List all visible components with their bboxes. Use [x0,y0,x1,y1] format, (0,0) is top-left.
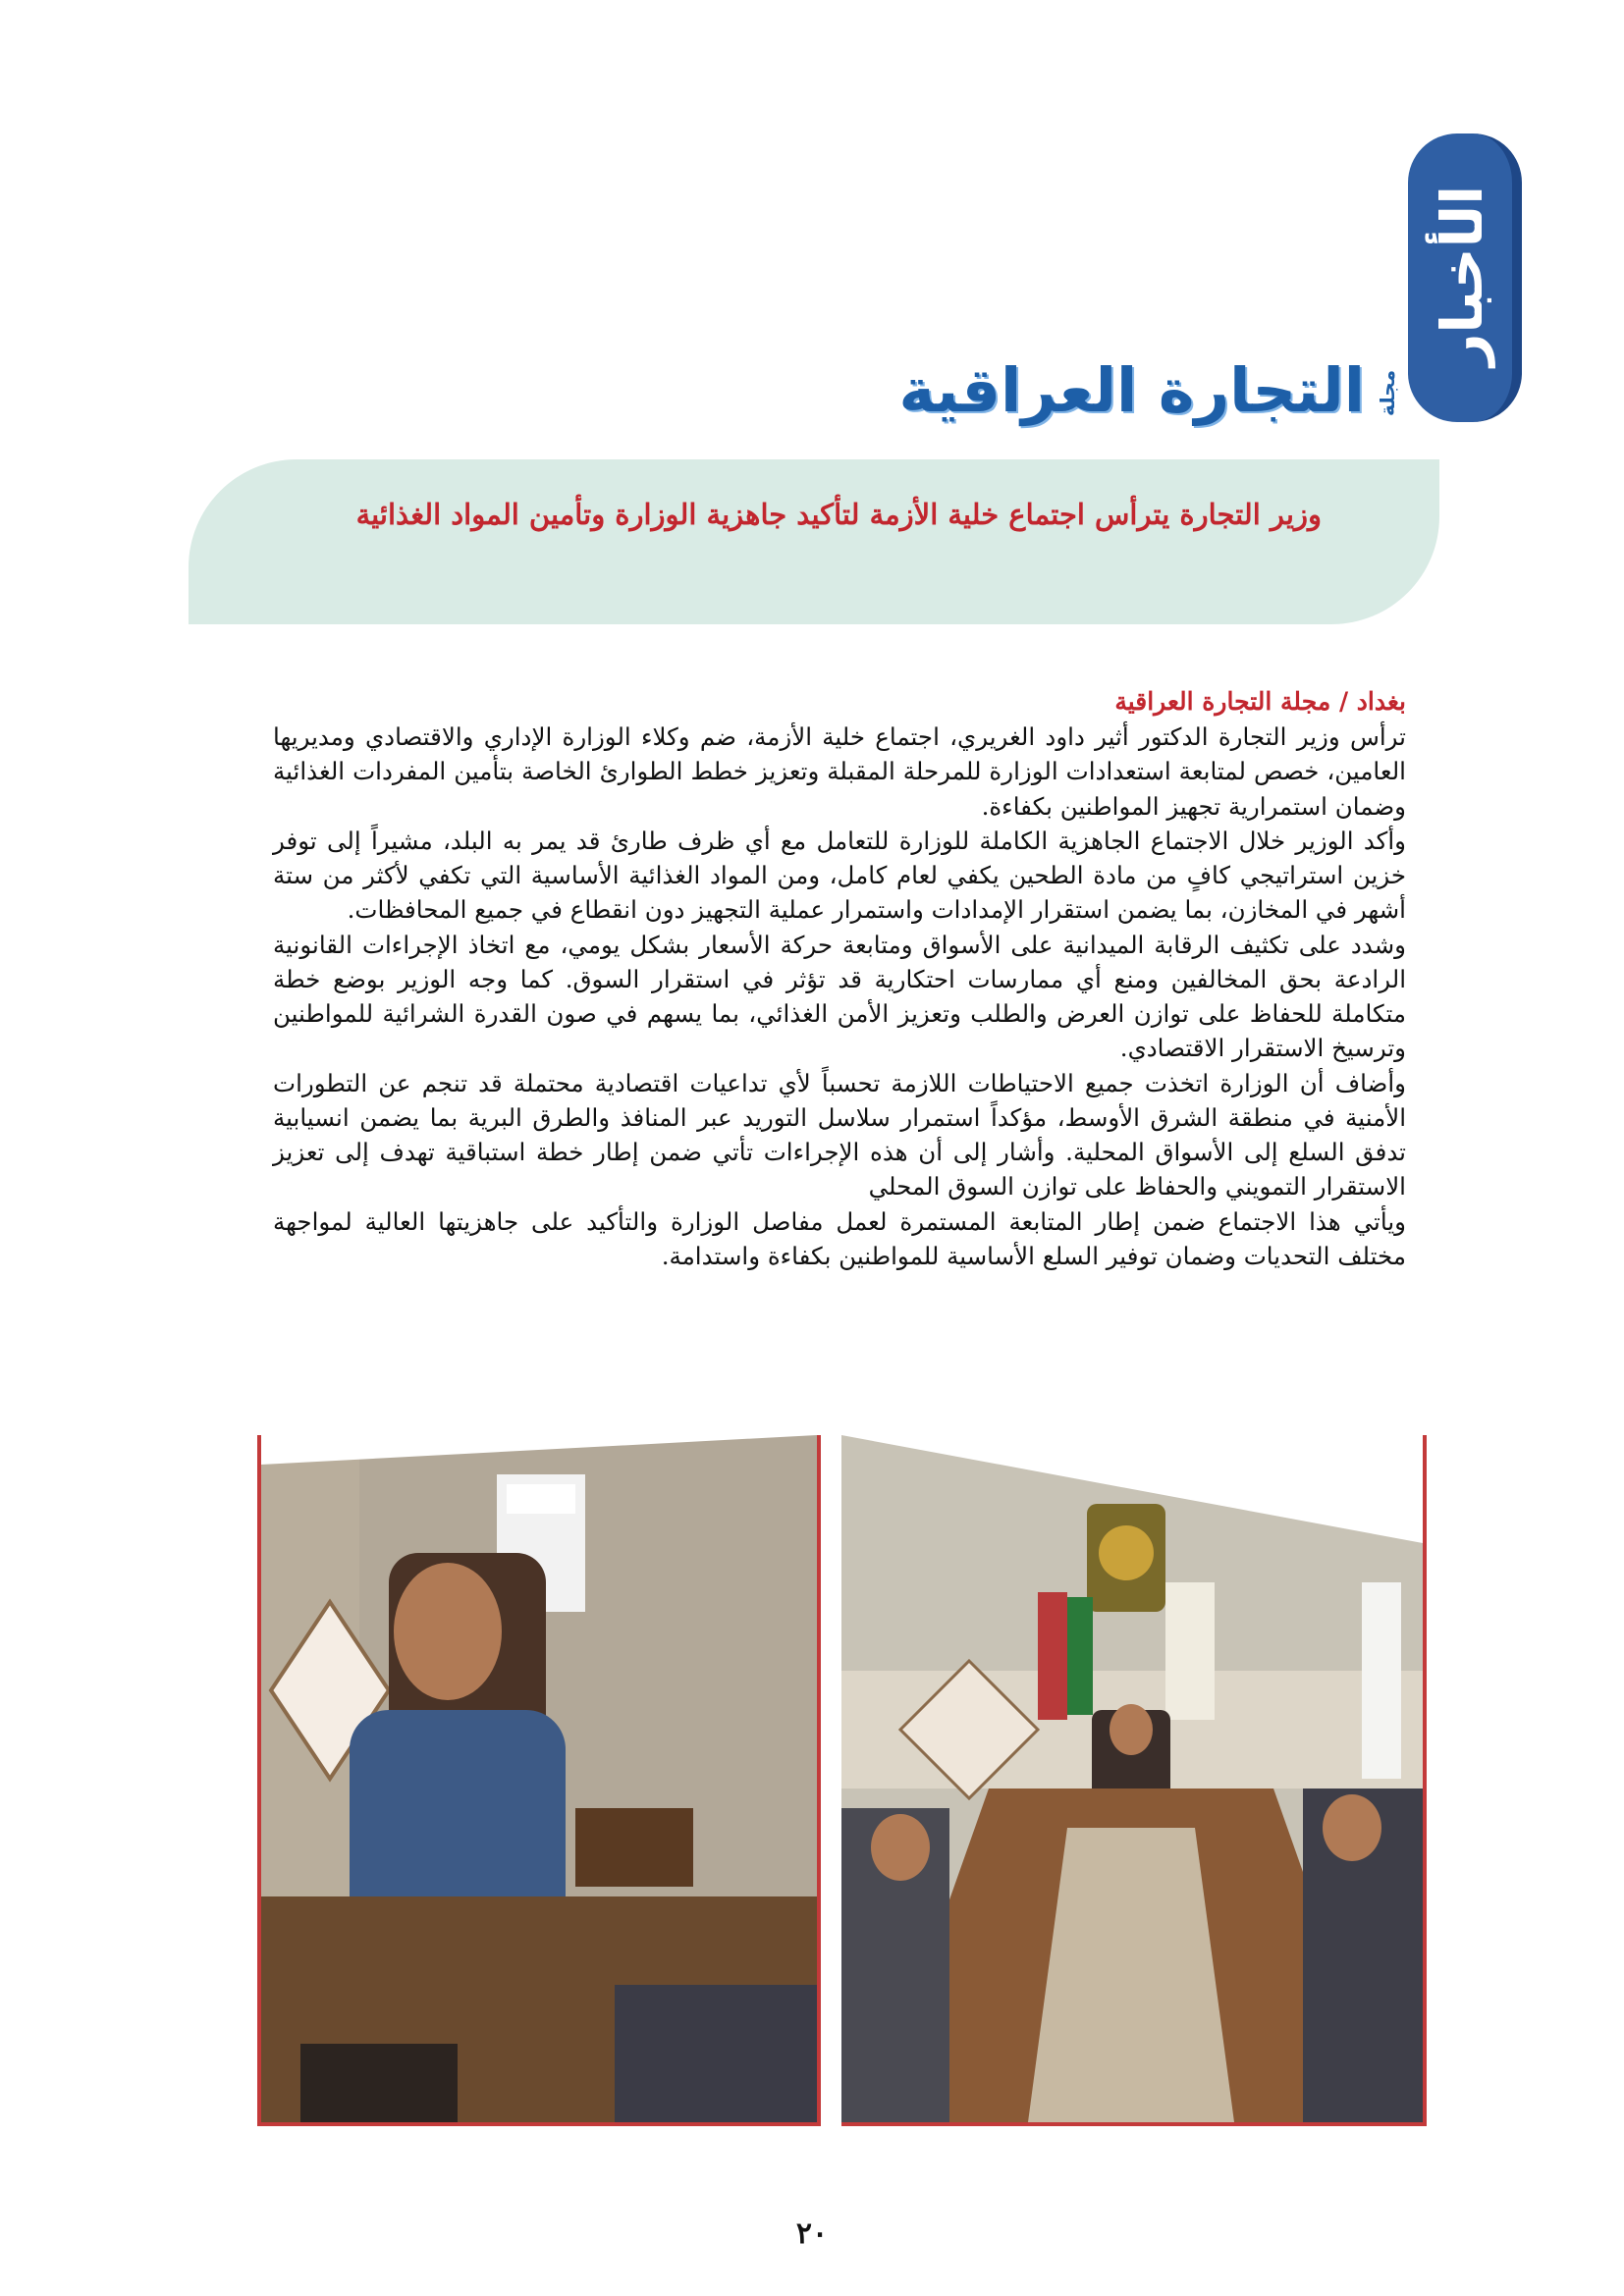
section-label: الأخبار [1429,185,1495,367]
article-paragraph: وشدد على تكثيف الرقابة الميدانية على الأسواق ومتابعة حركة الأسعار بشكل يومي، مع اتخاذ الإجراءات القانونية الرادعة بحق المخالفين ومنع أي ممارسات احتكارية قد تؤثر في استقرار السوق. كما وجه الوزير بوضع خطة متكاملة للحفاظ على توازن العرض والطلب وتعزيز الأمن الغذائي، بما يسهم في صون القدرة الشرائية للمواطنين وترسيخ الاستقرار الاقتصادي. [273,930,1406,1063]
article-paragraph: وأضاف أن الوزارة اتخذت جميع الاحتياطات اللازمة تحسباً لأي تداعيات اقتصادية محتملة قد تنجم عن التطورات الأمنية في منطقة الشرق الأوسط، مؤكداً استمرار سلاسل التوريد عبر المنافذ والطرق البرية بما يضمن انسيابية تدفق السلع إلى الأسواق المحلية. وأشار إلى أن هذه الإجراءات تأتي ضمن إطار خطة استباقية تهدف إلى تعزيز الاستقرار التمويني والحفاظ على توازن السوق المحلي [273,1068,1406,1201]
photo-corner-cut [261,1435,817,1465]
photo-corner-cut [841,1435,1423,1543]
photo-meeting-room [841,1435,1427,2126]
article-dateline: بغداد / مجلة التجارة العراقية [1114,687,1406,716]
article-body [273,687,1406,1273]
section-tab [1408,133,1522,422]
article-paragraph: ويأتي هذا الاجتماع ضمن إطار المتابعة المستمرة لعمل مفاصل الوزارة والتأكيد على جاهزيتها العالية لمواجهة مختلف التحديات وضمان توفير السلع الأساسية للمواطنين بكفاءة واستدامة. [273,1206,1406,1270]
headline-banner [189,459,1439,624]
article-paragraph: وأكد الوزير خلال الاجتماع الجاهزية الكاملة للوزارة للتعامل مع أي ظرف طارئ قد يمر به البلد، مشيراً إلى توفر خزين استراتيجي كافٍ من مادة الطحين يكفي لعام كامل، ومن المواد الغذائية الأساسية التي تكفي لأكثر من ستة أشهر في المخازن، بما يضمن استقرار الإمدادات واستمرار عملية التجهيز دون انقطاع في جميع المحافظات. [273,826,1406,925]
page-number: ٢٠ [795,2216,829,2251]
photo-minister-closeup [257,1435,821,2126]
logo-title: التجارة العراقية [898,354,1365,426]
article-paragraph: ترأس وزير التجارة الدكتور أثير داود الغريري، اجتماع خلية الأزمة، ضم وكلاء الوزارة الإداري والاقتصادي ومديريها العامين، خصص لمتابعة استعدادات الوزارة للمرحلة المقبلة وتعزيز خطط الطوارئ الخاصة بتأمين المفردات الغذائية وضمان استمرارية تجهيز المواطنين بكفاءة. [273,722,1406,821]
logo-subtitle: مجلة [1376,369,1399,416]
magazine-logo [898,348,1404,437]
photo-minister-closeup-image [261,1435,817,2122]
article-headline: وزير التجارة يترأس اجتماع خلية الأزمة لتأكيد جاهزية الوزارة وتأمين المواد الغذائية [355,498,1322,531]
